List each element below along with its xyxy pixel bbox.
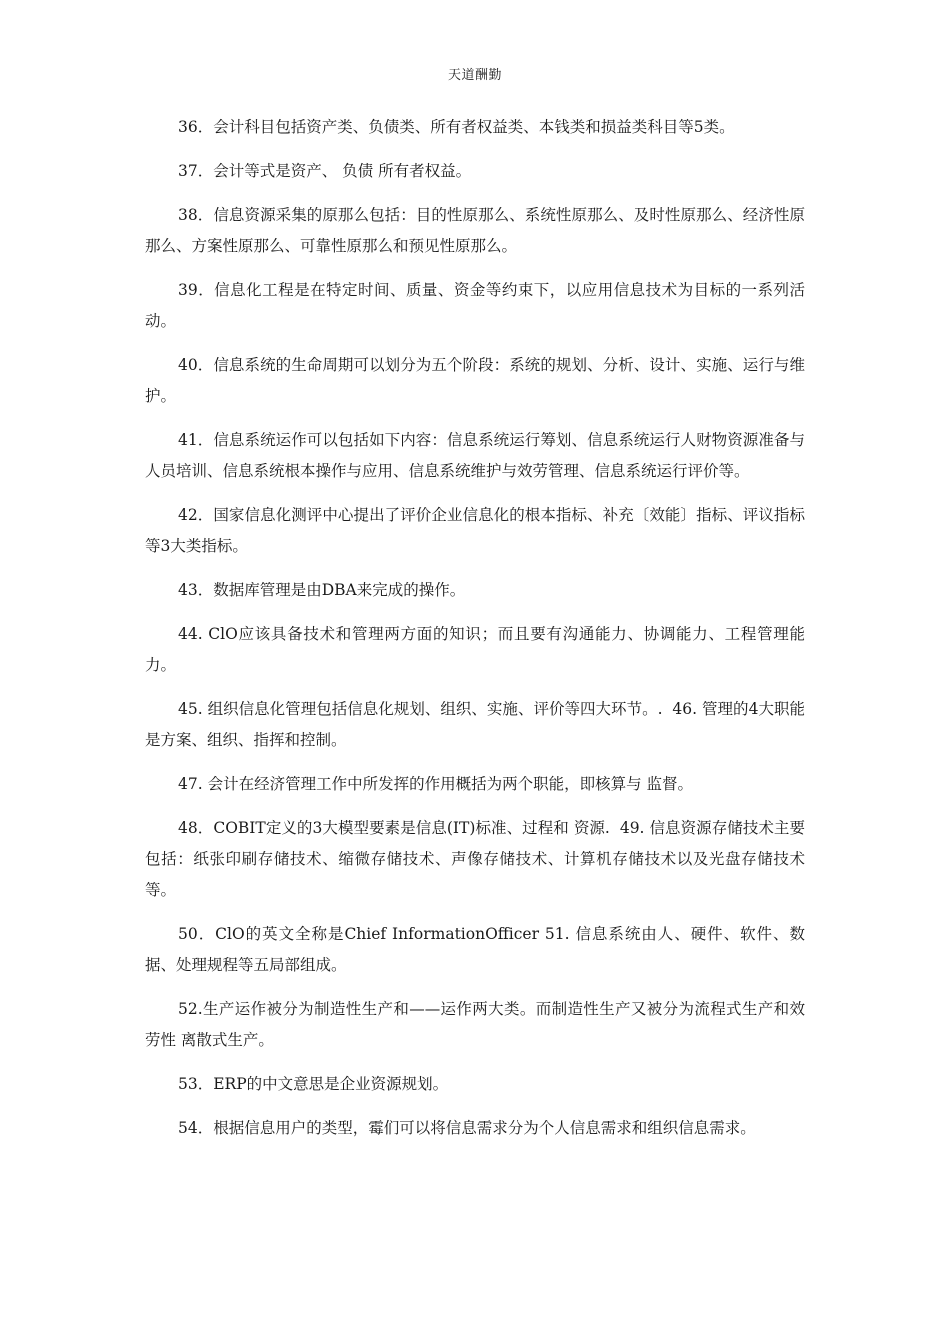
paragraph-40: 40．信息系统的生命周期可以划分为五个阶段：系统的规划、分析、设计、实施、运行与维护。: [145, 356, 805, 405]
paragraph-44: 44. ClO应该具备技术和管理两方面的知识；而且要有沟通能力、协调能力、工程管理能力。: [145, 625, 805, 674]
paragraph-47: 47. 会计在经济管理工作中所发挥的作用概括为两个职能，即核算与 监督。: [178, 775, 694, 793]
paragraph-50-51: 50．ClO的英文全称是Chief InformationOfficer 51. 信息系统由人、硬件、软件、数据、处理规程等五局部组成。: [145, 925, 805, 974]
paragraph-36: 36．会计科目包括资产类、负债类、所有者权益类、本钱类和损益类科目等5类。: [178, 118, 735, 136]
paragraph-42: 42．国家信息化测评中心提出了评价企业信息化的根本指标、补充〔效能〕指标、评议指标等3大类指标。: [145, 506, 805, 555]
page-header: 天道酬勤: [447, 68, 502, 83]
paragraph-39: 39．信息化工程是在特定时间、质量、资金等约束下，以应用信息技术为目标的一系列活动。: [145, 281, 805, 330]
paragraph-43: 43．数据库管理是由DBA来完成的操作。: [178, 581, 466, 599]
paragraph-38: 38．信息资源采集的原那么包括：目的性原那么、系统性原那么、及时性原那么、经济性原那么、方案性原那么、可靠性原那么和预见性原那么。: [145, 206, 805, 255]
document-body: [145, 112, 805, 1157]
paragraph-45-46: 45. 组织信息化管理包括信息化规划、组织、实施、评价等四大环节。. 46. 管理的4大职能是方案、组织、指挥和控制。: [145, 700, 805, 749]
paragraph-37: 37．会计等式是资产、 负债 所有者权益。: [178, 162, 472, 180]
paragraph-53: 53．ERP的中文意思是企业资源规划。: [178, 1075, 449, 1093]
paragraph-54: 54．根据信息用户的类型，霉们可以将信息需求分为个人信息需求和组织信息需求。: [178, 1119, 756, 1137]
paragraph-48-49: 48．COBIT定义的3大模型要素是信息(IT)标准、过程和 资源. 49. 信息资源存储技术主要包括：纸张印刷存储技术、缩微存储技术、声像存储技术、计算机存储技术以及光盘存储技术等。: [145, 819, 805, 899]
paragraph-52: 52.生产运作被分为制造性生产和——运作两大类。而制造性生产又被分为流程式生产和效劳性 离散式生产。: [145, 1000, 805, 1049]
paragraph-41: 41．信息系统运作可以包括如下内容：信息系统运行筹划、信息系统运行人财物资源准备与人员培训、信息系统根本操作与应用、信息系统维护与效劳管理、信息系统运行评价等。: [145, 431, 805, 480]
